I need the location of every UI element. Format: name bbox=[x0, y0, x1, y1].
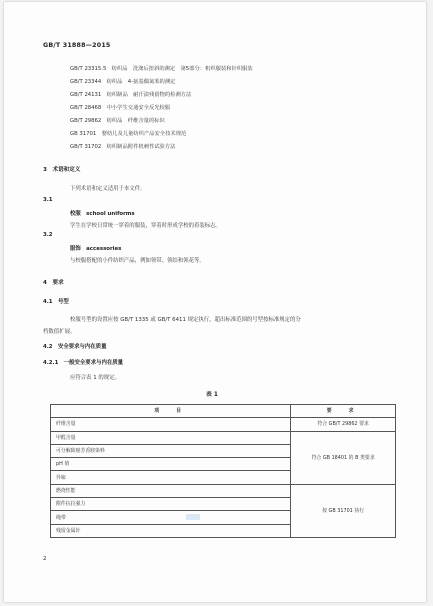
column-header-requirement: 要 求 bbox=[291, 405, 396, 418]
table-cell-item: 燃烧性能 bbox=[51, 484, 291, 497]
term-title: 校服 school uniforms bbox=[70, 211, 135, 217]
reference-line: GB/T 31702 纺织制品附件机刺性试验方法 bbox=[70, 144, 176, 150]
reference-line: GB 31701 婴幼儿及儿童纺织产品安全技术规范 bbox=[70, 131, 187, 137]
table-cell-item: 异味 bbox=[51, 471, 291, 484]
table-header-row bbox=[51, 405, 396, 418]
table-row bbox=[51, 418, 396, 431]
paragraph: 应符合表 1 的规定。 bbox=[70, 375, 120, 381]
table-cell-requirement: 符合 GB 18401 的 B 类要求 bbox=[291, 431, 396, 484]
table-caption: 表 1 bbox=[206, 392, 218, 398]
section-heading: 3 术语和定义 bbox=[43, 167, 81, 173]
column-header-item: 项 目 bbox=[51, 405, 291, 418]
paragraph: 下列术语和定义适用于本文件。 bbox=[70, 186, 146, 192]
term-definition: 学生在学校日常统一穿着的服装，穿着时形成学校的着装标志。 bbox=[70, 223, 221, 229]
document-page bbox=[4, 2, 426, 602]
term-definition: 与校服搭配的小件纺织产品，例如领带、领结和领花等。 bbox=[70, 258, 205, 264]
table-row bbox=[51, 484, 396, 497]
scan-mark bbox=[186, 514, 200, 520]
subsection-heading: 4.1 号型 bbox=[43, 299, 69, 305]
section-heading: 4 要求 bbox=[43, 280, 64, 286]
table-cell-item: 绳带 bbox=[51, 511, 291, 524]
table-row bbox=[51, 431, 396, 444]
page-header: GB/T 31888—2015 bbox=[43, 42, 111, 49]
term-number: 3.2 bbox=[43, 232, 53, 238]
subsection-heading: 4.2.1 一般安全要求与内在质量 bbox=[43, 360, 124, 366]
page-number: 2 bbox=[43, 556, 47, 562]
table-cell-item: 残留金属针 bbox=[51, 524, 291, 537]
table-cell-item: 附件抗拉强力 bbox=[51, 498, 291, 511]
paragraph: 校服号型的设置应按 GB/T 1335 或 GB/T 6411 规定执行，超出标准范围的号型按标准规定的分 bbox=[70, 317, 301, 323]
table-cell-item: 纤维含量 bbox=[51, 418, 291, 431]
reference-line: GB/T 29862 纺织品 纤维含量的标识 bbox=[70, 118, 165, 124]
subsection-heading: 4.2 安全要求与内在质量 bbox=[43, 344, 107, 350]
reference-line: GB/T 23344 纺织品 4-氨基偶氮苯的测定 bbox=[70, 79, 176, 85]
table-cell-requirement: 按 GB 31701 执行 bbox=[291, 484, 396, 537]
table-cell-requirement: 符合 GB/T 29862 要求 bbox=[291, 418, 396, 431]
table-cell-item: 可分解致癌芳香胺染料 bbox=[51, 444, 291, 457]
requirements-table bbox=[50, 404, 396, 538]
term-number: 3.1 bbox=[43, 197, 53, 203]
table-cell-item: pH 值 bbox=[51, 458, 291, 471]
reference-line: GB/T 24131 纺织制品 耐汗渍残留物的检测方法 bbox=[70, 92, 192, 98]
reference-line: GB/T 23315.5 纺织品 洗涤后扭斜的测定 第5部分：机织服装和针织服装 bbox=[70, 66, 253, 72]
reference-line: GB/T 28468 中小学生交通安全反光校服 bbox=[70, 105, 171, 111]
term-title: 服饰 accessories bbox=[70, 246, 122, 252]
table-cell-item: 甲醛含量 bbox=[51, 431, 291, 444]
paragraph: 档数值扩展。 bbox=[43, 329, 76, 335]
